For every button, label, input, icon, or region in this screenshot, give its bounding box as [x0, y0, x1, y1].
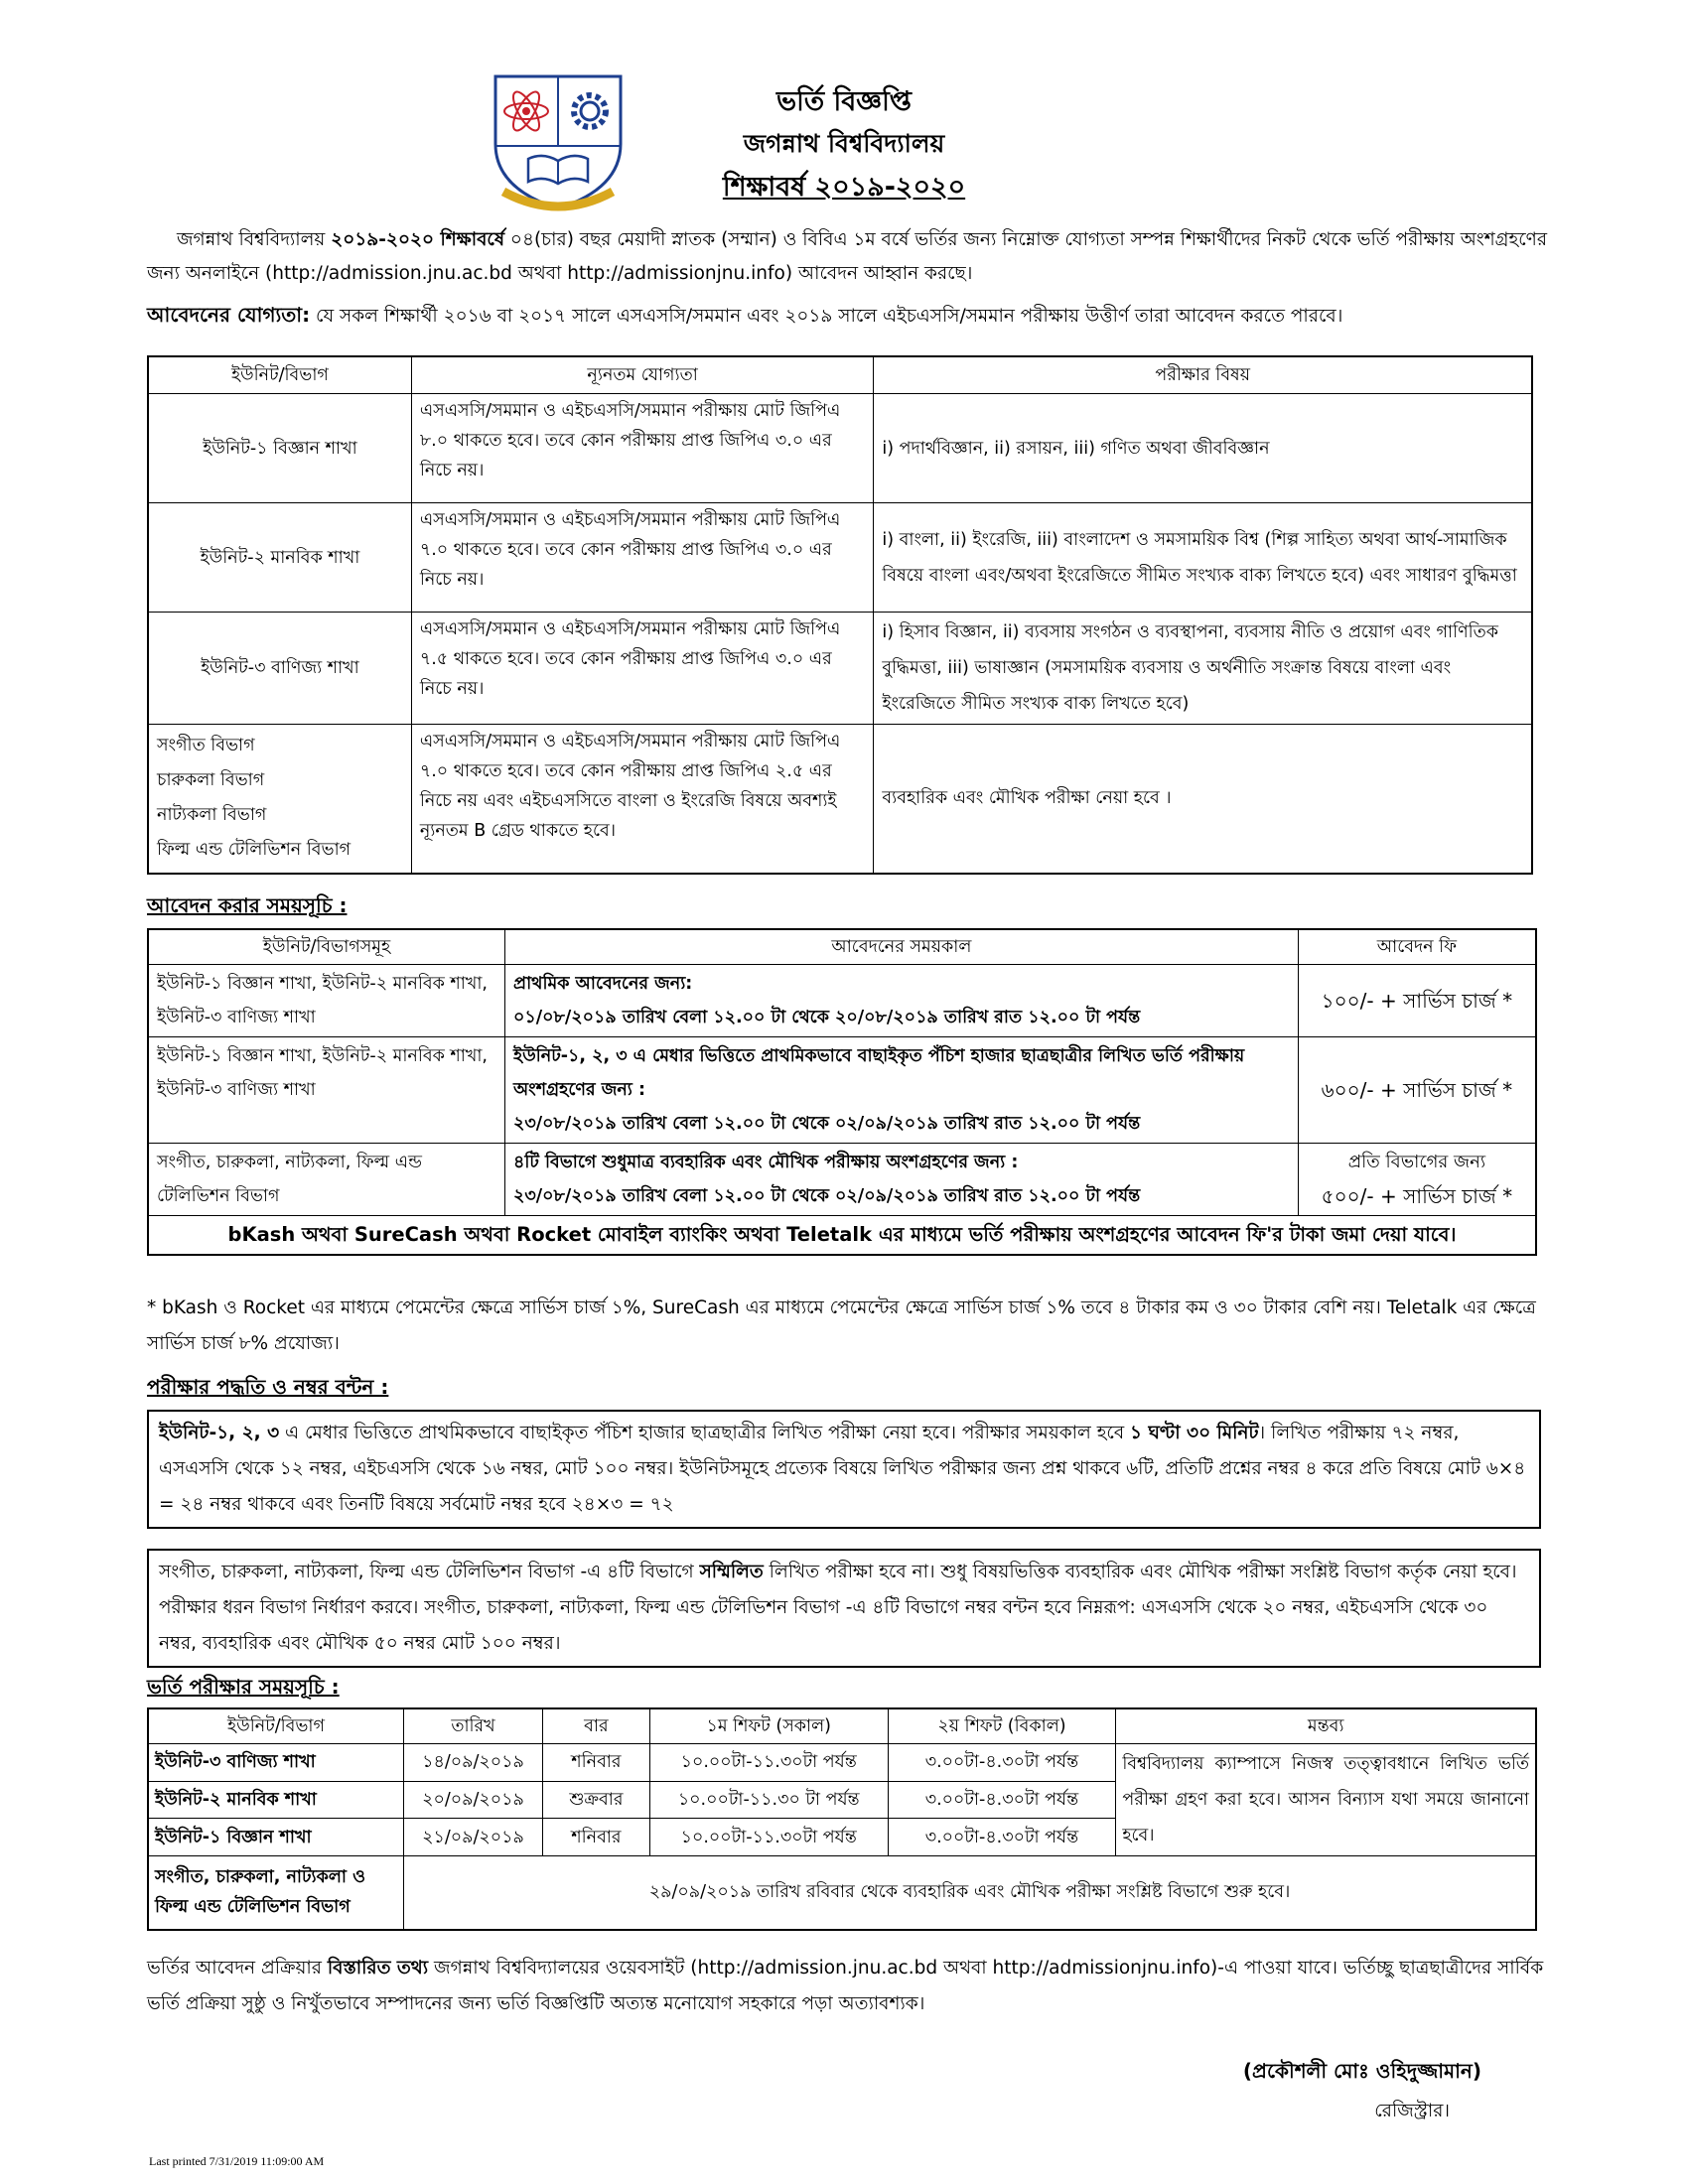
payment-row: [148, 1216, 1536, 1256]
eligibility-paragraph: [147, 298, 1553, 334]
col-header: ইউনিট/বিভাগ: [148, 1708, 404, 1744]
exam-schedule-heading: ভর্তি পরীক্ষার সময়সূচি :: [147, 1675, 340, 1699]
arts-unit-cell: সংগীত, চারুকলা, নাট্যকলা ও ফিল্ম এন্ড টেলিভিশন বিভাগ: [148, 1856, 404, 1930]
subjects-cell: ব্যবহারিক এবং মৌখিক পরীক্ষা নেয়া হবে ।: [874, 725, 1532, 874]
arts-marks-box: [147, 1549, 1541, 1668]
period-title: ইউনিট-১, ২, ৩ এ মেধার ভিত্তিতে প্রাথমিকভাবে বাছাইকৃত পঁচিশ হাজার ছাত্রছাত্রীর লিখিত ভর্তি পরীক্ষায় অংশগ্রহণের জন্য :: [513, 1046, 1245, 1100]
eligibility-table: [147, 355, 1533, 875]
col-header: ২য় শিফট (বিকাল): [888, 1708, 1116, 1744]
col-header: ন্যূনতম যোগ্যতা: [411, 356, 874, 394]
table-row: [148, 503, 1532, 613]
period-dates: ০১/০৮/২০১৯ তারিখ বেলা ১২.০০ টা থেকে ২০/০৮/২০১৯ তারিখ রাত ১২.০০ টা পর্যন্ত: [513, 1008, 1141, 1027]
remark-cell: বিশ্ববিদ্যালয় ক্যাম্পাসে নিজস্ব তত্ত্বাবধানে লিখিত ভর্তি পরীক্ষা গ্রহণ করা হবে। আসন বিন্যাস যথা সময়ে জানানো হবে।: [1116, 1744, 1536, 1856]
university-name: জগন্নাথ বিশ্ববিদ্যালয়: [743, 129, 945, 158]
qualification-cell: এসএসসি/সমমান ও এইচএসসি/সমমান পরীক্ষায় মোট জিপিএ ৭.০ থাকতে হবে। তবে কোন পরীক্ষায় প্রাপ্ত জিপিএ ৩.০ এর নিচে নয়।: [411, 503, 874, 613]
period-title: প্রাথমিক আবেদনের জন্য:: [513, 974, 693, 994]
arts-text-cont: লিখিত পরীক্ষা হবে না। শুধু বিষয়ভিত্তিক ব্যবহারিক এবং মৌখিক পরীক্ষা সংশ্লিষ্ট বিভাগ কর্তৃক নেয়া হবে। পরীক্ষার ধরন বিভাগ নির্ধারণ করবে। সংগীত, চারুকলা, নাট্যকলা, ফিল্ম এন্ড টেলিভিশন বিভাগ -এ ৪টি বিভাগে নম্বর বন্টন হবে নিম্নরূপ: এসএসসি থেকে ২০ নম্বর, এইচএসসি থেকে ৩০ নম্বর, ব্যবহারিক এবং মৌখিক ৫০ নম্বর মোট ১০০ নম্বর।: [159, 1562, 1517, 1654]
notice-title: ভর্তি বিজ্ঞপ্তি: [775, 86, 912, 117]
signatory-role: রেজিস্ট্রার।: [1374, 2101, 1450, 2121]
col-header: ইউনিট/বিভাগ: [148, 356, 411, 394]
arts-bold: সম্মিলিত: [699, 1562, 764, 1582]
service-charge-footnote: * bKash ও Rocket এর মাধ্যমে পেমেন্টের ক্ষেত্রে সার্ভিস চার্জ ১%, SureCash এর মাধ্যমে পেমেন্টের ক্ষেত্রে সার্ভিস চার্জ ১% তবে ৪ টাকার কম ও ৩০ টাকার বেশি নয়। Teletalk এর ক্ষেত্রে সার্ভিস চার্জ ৮% প্রযোজ্য।: [147, 1297, 1536, 1354]
closing-text: ভর্তির আবেদন প্রক্রিয়ার: [147, 1958, 328, 1979]
fee-cell: [1298, 1144, 1536, 1216]
intro-paragraph: [147, 223, 1553, 291]
unit-cell: ইউনিট-৩ বাণিজ্য শাখা: [148, 613, 411, 725]
shift2-cell: ৩.০০টা-৪.৩০টা পর্যন্ত: [888, 1744, 1116, 1782]
period-title: ৪টি বিভাগে শুধুমাত্র ব্যবহারিক এবং মৌখিক পরীক্ষায় অংশগ্রহণের জন্য :: [513, 1153, 1019, 1172]
exam-schedule-table: [147, 1707, 1537, 1931]
fee-cell: ১০০/- + সার্ভিস চার্জ *: [1298, 965, 1536, 1037]
unit-cell: ইউনিট-৩ বাণিজ্য শাখা: [148, 1744, 404, 1782]
col-header: বার: [542, 1708, 649, 1744]
subjects-cell: i) হিসাব বিজ্ঞান, ii) ব্যবসায় সংগঠন ও ব্যবস্থাপনা, ব্যবসায় নীতি ও প্রয়োগ এবং গাণিতিক বুদ্ধিমত্তা, iii) ভাষাজ্ঞান (সমসাময়িক ব্যবসায় ও অর্থনীতি সংক্রান্ত বিষয়ে বাংলা এবং ইংরেজিতে সীমিত সংখ্যক বাক্য লিখতে হবে): [874, 613, 1532, 725]
marks-text-cont: । লিখিত পরীক্ষায় ৭২ নম্বর, এসএসসি থেকে ১২ নম্বর, এইচএসসি থেকে ১৬ নম্বর, মোট ১০০ নম্বর। ইউনিটসমূহে প্রত্যেক বিষয়ে লিখিত পরীক্ষার জন্য প্রশ্ন থাকবে ৬টি, প্রতিটি প্রশ্নের নম্বর ৪ করে প্রতি বিষয়ে মোট ৬×৪ = ২৪ নম্বর থাকবে এবং তিনটি বিষয়ে সর্বমোট নম্বর হবে ২৪×৩ = ৭২: [159, 1423, 1526, 1515]
marks-box: [147, 1410, 1541, 1529]
table-row: [148, 965, 1536, 1037]
arts-text: সংগীত, চারুকলা, নাট্যকলা, ফিল্ম এন্ড টেলিভিশন বিভাগ -এ ৪টি বিভাগে: [159, 1562, 700, 1582]
shift1-cell: ১০.০০টা-১১.৩০টা পর্যন্ত: [649, 1744, 888, 1782]
units-cell: সংগীত, চারুকলা, নাট্যকলা, ফিল্ম এন্ড টেলিভিশন বিভাগ: [148, 1144, 505, 1216]
fee-note: প্রতি বিভাগের জন্য: [1347, 1152, 1486, 1172]
day-cell: শুক্রবার: [542, 1781, 649, 1819]
last-printed: Last printed 7/31/2019 11:09:00 AM: [149, 2154, 325, 2168]
subjects-cell: i) বাংলা, ii) ইংরেজি, iii) বাংলাদেশ ও সমসাময়িক বিশ্ব (শিল্প সাহিত্য অথবা আর্থ-সামাজিক বিষয়ে বাংলা এবং/অথবা ইংরেজিতে সীমিত সংখ্যক বাক্য লিখতে হবে) এবং সাধারণ বুদ্ধিমত্তা: [874, 503, 1532, 613]
units-cell: ইউনিট-১ বিজ্ঞান শাখা, ইউনিট-২ মানবিক শাখা, ইউনিট-৩ বাণিজ্য শাখা: [148, 965, 505, 1037]
eligibility-text: যে সকল শিক্ষার্থী ২০১৬ বা ২০১৭ সালে এসএসসি/সমমান এবং ২০১৯ সালে এইচএসসি/সমমান পরীক্ষায় উত্তীর্ণ তারা আবেদন করতে পারবে।: [310, 306, 1343, 327]
qualification-cell: এসএসসি/সমমান ও এইচএসসি/সমমান পরীক্ষায় মোট জিপিএ ৭.০ থাকতে হবে। তবে কোন পরীক্ষায় প্রাপ্ত জিপিএ ২.৫ এর নিচে নয় এবং এইচএসসিতে বাংলা ও ইংরেজি বিষয়ে অবশ্যই ন্যূনতম B গ্রেড থাকতে হবে।: [411, 725, 874, 874]
eligibility-label: আবেদনের যোগ্যতা:: [147, 303, 311, 327]
table-row: [148, 1144, 1536, 1216]
marks-units-bold: ইউনিট-১, ২, ৩: [159, 1423, 280, 1443]
period-cell: [505, 1037, 1299, 1144]
col-header: আবেদনের সময়কাল: [505, 929, 1299, 965]
closing-bold: বিস্তারিত তথ্য: [327, 1958, 429, 1979]
intro-text-start: জগন্নাথ বিশ্ববিদ্যালয়: [177, 229, 332, 250]
col-header: ইউনিট/বিভাগসমূহ: [148, 929, 505, 965]
date-cell: ২১/০৯/২০১৯: [404, 1819, 543, 1856]
exam-duration: ১ ঘণ্টা ৩০ মিনিট: [1130, 1423, 1259, 1443]
table-row: [148, 394, 1532, 503]
table-row: [148, 1037, 1536, 1144]
shift1-cell: ১০.০০টা-১১.৩০ টা পর্যন্ত: [649, 1781, 888, 1819]
date-cell: ২০/০৯/২০১৯: [404, 1781, 543, 1819]
table-row: [148, 613, 1532, 725]
period-dates: ২৩/০৮/২০১৯ তারিখ বেলা ১২.০০ টা থেকে ০২/০৯/২০১৯ তারিখ রাত ১২.০০ টা পর্যন্ত: [513, 1114, 1141, 1134]
col-header: মন্তব্য: [1116, 1708, 1536, 1744]
qualification-cell: এসএসসি/সমমান ও এইচএসসি/সমমান পরীক্ষায় মোট জিপিএ ৭.৫ থাকতে হবে। তবে কোন পরীক্ষায় প্রাপ্ত জিপিএ ৩.০ এর নিচে নয়।: [411, 613, 874, 725]
unit-list-cell: [148, 725, 411, 874]
period-cell: [505, 1144, 1299, 1216]
table-header-row: [148, 929, 1536, 965]
col-header: পরীক্ষার বিষয়: [874, 356, 1532, 394]
period-cell: [505, 965, 1299, 1037]
fee-cell: ৬০০/- + সার্ভিস চার্জ *: [1298, 1037, 1536, 1144]
shift1-cell: ১০.০০টা-১১.৩০টা পর্যন্ত: [649, 1819, 888, 1856]
unit-cell: ইউনিট-২ মানবিক শাখা: [148, 503, 411, 613]
list-item: সংগীত বিভাগ: [157, 736, 255, 756]
col-header: আবেদন ফি: [1298, 929, 1536, 965]
col-header: তারিখ: [404, 1708, 543, 1744]
day-cell: শনিবার: [542, 1744, 649, 1782]
marks-text: এ মেধার ভিত্তিতে প্রাথমিকভাবে বাছাইকৃত পঁচিশ হাজার ছাত্রছাত্রীর লিখিত পরীক্ষা নেয়া হবে। পরীক্ষার সময়কাল হবে: [279, 1423, 1131, 1443]
unit-cell: ইউনিট-১ বিজ্ঞান শাখা: [148, 394, 411, 503]
signatory-name: (প্রকৌশলী মোঃ ওহিদুজ্জামান): [1242, 2059, 1481, 2083]
payment-note: bKash অথবা SureCash অথবা Rocket মোবাইল ব্যাংকিং অথবা Teletalk এর মাধ্যমে ভর্তি পরীক্ষায় অংশগ্রহণের আবেদন ফি'র টাকা জমা দেয়া যাবে।: [148, 1216, 1536, 1256]
date-cell: ১৪/০৯/২০১৯: [404, 1744, 543, 1782]
unit-cell: ইউনিট-২ মানবিক শাখা: [148, 1781, 404, 1819]
application-schedule-table: [147, 928, 1537, 1256]
shift2-cell: ৩.০০টা-৪.৩০টা পর্যন্ত: [888, 1819, 1116, 1856]
day-cell: শনিবার: [542, 1819, 649, 1856]
closing-text-cont: জগন্নাথ বিশ্ববিদ্যালয়ের ওয়েবসাইট (http://admission.jnu.ac.bd অথবা http://admissionjnu.info)-এ পাওয়া যাবে। ভর্তিচ্ছু ছাত্রছাত্রীদের সার্বিক ভর্তি প্রক্রিয়া সুষ্ঠু ও নিখুঁতভাবে সম্পাদনের জন্য ভর্তি বিজ্ঞপ্তিটি অত্যন্ত মনোযোগ সহকারে পড়া অত্যাবশ্যক।: [147, 1958, 1544, 2014]
intro-text-end: ০৪(চার) বছর মেয়াদী স্নাতক (সম্মান) ও বিবিএ ১ম বর্ষে ভর্তির জন্য নিম্নোক্ত যোগ্যতা সম্পন্ন শিক্ষার্থীদের নিকট থেকে ভর্তি পরীক্ষায় অংশগ্রহণের জন্য অনলাইনে (http://admission.jnu.ac.bd অথবা http://admissionjnu.info) আবেদন আহ্বান করছে।: [147, 229, 1548, 284]
closing-paragraph: [147, 1951, 1547, 2022]
period-dates: ২৩/০৮/২০১৯ তারিখ বেলা ১২.০০ টা থেকে ০২/০৯/২০১৯ তারিখ রাত ১২.০০ টা পর্যন্ত: [513, 1186, 1141, 1206]
marks-heading: পরীক্ষার পদ্ধতি ও নম্বর বন্টন :: [147, 1375, 389, 1399]
qualification-cell: এসএসসি/সমমান ও এইচএসসি/সমমান পরীক্ষায় মোট জিপিএ ৮.০ থাকতে হবে। তবে কোন পরীক্ষায় প্রাপ্ত জিপিএ ৩.০ এর নিচে নয়।: [411, 394, 874, 503]
subjects-cell: i) পদার্থবিজ্ঞান, ii) রসায়ন, iii) গণিত অথবা জীববিজ্ঞান: [874, 394, 1532, 503]
list-item: নাট্যকলা বিভাগ: [157, 805, 267, 826]
table-row: [148, 725, 1532, 874]
table-row: [148, 1856, 1536, 1930]
units-cell: ইউনিট-১ বিজ্ঞান শাখা, ইউনিট-২ মানবিক শাখা, ইউনিট-৩ বাণিজ্য শাখা: [148, 1037, 505, 1144]
intro-session-bold: ২০১৯-২০২০ শিক্ষাবর্ষে: [331, 229, 505, 250]
shift2-cell: ৩.০০টা-৪.৩০টা পর্যন্ত: [888, 1781, 1116, 1819]
fee-amount: ৫০০/- + সার্ভিস চার্জ *: [1321, 1184, 1513, 1208]
arts-note-cell: ২৯/০৯/২০১৯ তারিখ রবিবার থেকে ব্যবহারিক এবং মৌখিক পরীক্ষা সংশ্লিষ্ট বিভাগে শুরু হবে।: [404, 1856, 1536, 1930]
schedule-heading: আবেদন করার সময়সূচি :: [147, 893, 348, 917]
table-header-row: [148, 1708, 1536, 1744]
table-header-row: [148, 356, 1532, 394]
col-header: ১ম শিফট (সকাল): [649, 1708, 888, 1744]
unit-cell: ইউনিট-১ বিজ্ঞান শাখা: [148, 1819, 404, 1856]
list-item: চারুকলা বিভাগ: [157, 770, 265, 791]
table-row: [148, 1744, 1536, 1782]
academic-session: শিক্ষাবর্ষ ২০১৯-২০২০: [722, 172, 966, 203]
list-item: ফিল্ম এন্ড টেলিভিশন বিভাগ: [157, 840, 352, 861]
